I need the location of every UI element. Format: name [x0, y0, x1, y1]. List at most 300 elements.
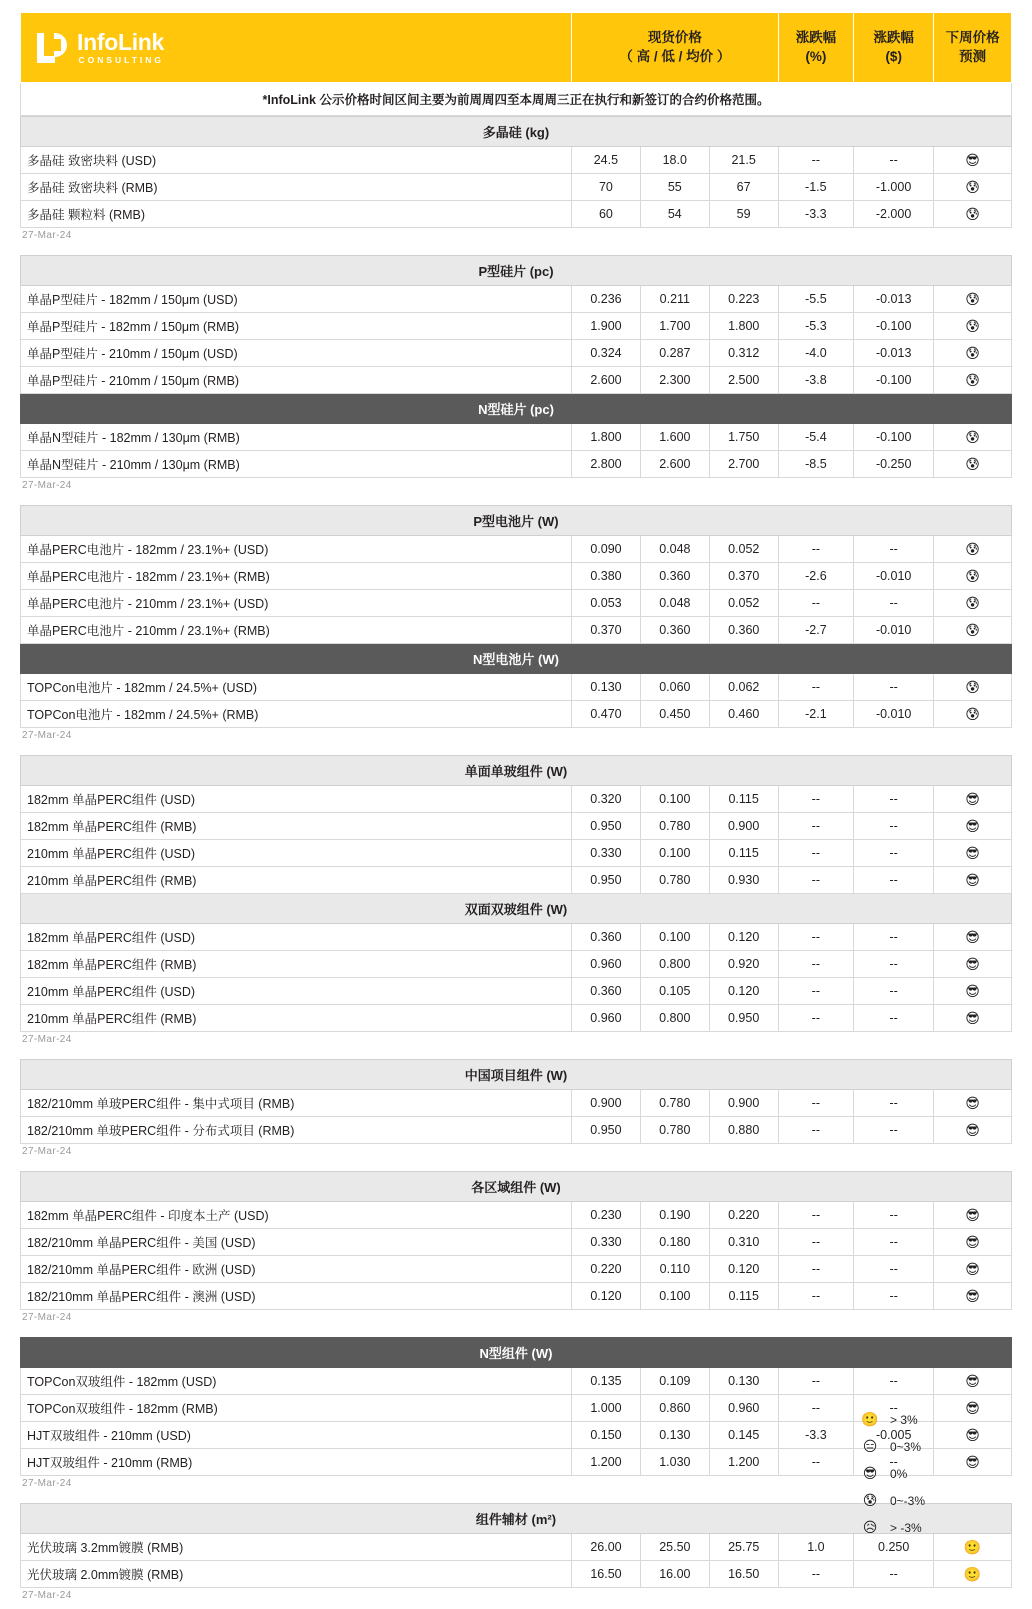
table-row — [21, 367, 1012, 394]
price-avg: 2.500 — [709, 367, 778, 394]
table-row — [21, 840, 1012, 867]
price-avg: 1.750 — [709, 424, 778, 451]
forecast-emoji-icon: 😰 — [934, 340, 1012, 367]
price-table — [20, 255, 1012, 478]
price-high: 1.200 — [572, 1449, 641, 1476]
change-absolute: -0.100 — [854, 313, 934, 340]
table-row — [21, 1283, 1012, 1310]
price-high: 1.900 — [572, 313, 641, 340]
date-stamp: 27-Mar-24 — [22, 1590, 72, 1601]
row-label: 单晶P型硅片 - 210mm / 150μm (RMB) — [21, 367, 572, 394]
forecast-emoji-icon: 😰 — [934, 451, 1012, 478]
price-avg: 0.960 — [709, 1395, 778, 1422]
section-header-row — [21, 894, 1012, 924]
price-low: 0.110 — [640, 1256, 709, 1283]
table-header-row — [21, 13, 1012, 83]
row-label: TOPCon电池片 - 182mm / 24.5%+ (RMB) — [21, 701, 572, 728]
change-absolute: -- — [854, 1395, 934, 1422]
price-avg: 0.460 — [709, 701, 778, 728]
price-high: 1.800 — [572, 424, 641, 451]
change-percent: -3.3 — [778, 1422, 854, 1449]
row-label: 182/210mm 单玻PERC组件 - 分布式项目 (RMB) — [21, 1117, 572, 1144]
change-absolute: -- — [854, 674, 934, 701]
price-low: 0.100 — [640, 924, 709, 951]
date-stamp: 27-Mar-24 — [22, 480, 72, 491]
price-low: 0.287 — [640, 340, 709, 367]
price-avg: 0.360 — [709, 617, 778, 644]
date-stamp: 27-Mar-24 — [22, 230, 72, 241]
legend-label: > -3% — [890, 1520, 922, 1535]
price-avg: 2.700 — [709, 451, 778, 478]
price-low: 0.100 — [640, 840, 709, 867]
price-high: 0.120 — [572, 1283, 641, 1310]
section-header-row — [21, 1172, 1012, 1202]
row-label: 单晶PERC电池片 - 182mm / 23.1%+ (USD) — [21, 536, 572, 563]
change-percent: -- — [778, 674, 854, 701]
price-low: 0.780 — [640, 1117, 709, 1144]
price-high: 0.220 — [572, 1256, 641, 1283]
price-high: 2.800 — [572, 451, 641, 478]
date-stamp: 27-Mar-24 — [22, 1146, 72, 1157]
forecast-emoji-icon: 😎 — [934, 1283, 1012, 1310]
table-row — [21, 286, 1012, 313]
date-stamp: 27-Mar-24 — [22, 1478, 72, 1489]
price-avg: 0.310 — [709, 1229, 778, 1256]
legend-item — [860, 1514, 1010, 1541]
section-header-row — [21, 756, 1012, 786]
price-low: 0.780 — [640, 867, 709, 894]
price-avg: 0.370 — [709, 563, 778, 590]
row-label: 210mm 单晶PERC组件 (USD) — [21, 840, 572, 867]
price-avg: 0.130 — [709, 1368, 778, 1395]
table-row — [21, 313, 1012, 340]
price-low: 0.780 — [640, 813, 709, 840]
header-change-percent — [778, 13, 854, 83]
table-row — [21, 1117, 1012, 1144]
change-percent: -- — [778, 924, 854, 951]
price-low: 0.060 — [640, 674, 709, 701]
price-low: 0.100 — [640, 786, 709, 813]
forecast-emoji-icon: 😎 — [934, 840, 1012, 867]
change-absolute: -- — [854, 147, 934, 174]
change-percent: -5.5 — [778, 286, 854, 313]
section-header-row — [21, 117, 1012, 147]
change-percent: 1.0 — [778, 1534, 854, 1561]
section-title: N型硅片 (pc) — [21, 394, 1012, 424]
price-avg: 59 — [709, 201, 778, 228]
table-row — [21, 451, 1012, 478]
change-percent: -4.0 — [778, 340, 854, 367]
section-title: 各区域组件 (W) — [21, 1172, 1012, 1202]
forecast-emoji-icon: 😎 — [934, 1449, 1012, 1476]
forecast-emoji-icon: 😎 — [934, 924, 1012, 951]
row-label: 多晶硅 致密块料 (RMB) — [21, 174, 572, 201]
price-table — [20, 505, 1012, 728]
table-row — [21, 1202, 1012, 1229]
forecast-emoji-icon: 😰 — [934, 536, 1012, 563]
row-label: HJT双玻组件 - 210mm (USD) — [21, 1422, 572, 1449]
price-low: 0.211 — [640, 286, 709, 313]
price-table — [20, 116, 1012, 228]
price-block — [20, 755, 1012, 1059]
row-label: 210mm 单晶PERC组件 (RMB) — [21, 867, 572, 894]
price-low: 55 — [640, 174, 709, 201]
header-change-percent-title: 涨跌幅 — [795, 30, 837, 46]
forecast-emoji-icon: 😎 — [934, 1256, 1012, 1283]
price-avg: 0.052 — [709, 590, 778, 617]
price-high: 0.130 — [572, 674, 641, 701]
forecast-emoji-icon: 😰 — [934, 201, 1012, 228]
table-row — [21, 590, 1012, 617]
row-label: 182/210mm 单晶PERC组件 - 欧洲 (USD) — [21, 1256, 572, 1283]
forecast-emoji-icon: 😰 — [934, 286, 1012, 313]
row-label: 光伏玻璃 3.2mm镀膜 (RMB) — [21, 1534, 572, 1561]
forecast-emoji-icon: 😎 — [934, 1202, 1012, 1229]
change-absolute: -0.005 — [854, 1422, 934, 1449]
section-header-row — [21, 256, 1012, 286]
legend-emoji-icon: 🙂 — [861, 1411, 879, 1427]
infolink-logo-icon — [35, 31, 69, 65]
legend — [860, 1406, 1010, 1541]
section-title: P型硅片 (pc) — [21, 256, 1012, 286]
legend-label: 0~3% — [890, 1439, 922, 1454]
brand-logo-cell — [21, 13, 572, 83]
legend-emoji-icon: 😎 — [862, 1465, 878, 1481]
price-low: 16.00 — [640, 1561, 709, 1588]
header-spot-price-sub: （ 高 / 低 / 均价 ） — [619, 48, 731, 64]
header-change-percent-sub: (%) — [805, 48, 827, 64]
change-absolute: -- — [854, 924, 934, 951]
price-avg: 0.312 — [709, 340, 778, 367]
change-percent: -- — [778, 536, 854, 563]
price-high: 0.090 — [572, 536, 641, 563]
change-percent: -5.4 — [778, 424, 854, 451]
section-header-row — [21, 1338, 1012, 1368]
price-high: 26.00 — [572, 1534, 641, 1561]
change-absolute: -1.000 — [854, 174, 934, 201]
section-title: 组件辅材 (m²) — [21, 1504, 1012, 1534]
change-absolute: -- — [854, 1229, 934, 1256]
price-high: 0.380 — [572, 563, 641, 590]
price-avg: 0.950 — [709, 1005, 778, 1032]
change-percent: -- — [778, 1202, 854, 1229]
change-percent: -- — [778, 590, 854, 617]
price-high: 1.000 — [572, 1395, 641, 1422]
price-table — [20, 1059, 1012, 1144]
price-high: 0.960 — [571, 951, 640, 978]
price-low: 1.700 — [640, 313, 709, 340]
price-avg: 0.880 — [709, 1117, 778, 1144]
forecast-emoji-icon: 😎 — [934, 1090, 1012, 1117]
change-absolute: -0.010 — [854, 617, 934, 644]
brand-name: InfoLink — [77, 29, 165, 56]
change-absolute: -- — [854, 1561, 934, 1588]
change-percent: -2.1 — [778, 701, 854, 728]
change-absolute: -- — [854, 1283, 934, 1310]
price-avg: 0.223 — [709, 286, 778, 313]
forecast-emoji-icon: 🙂 — [934, 1534, 1012, 1561]
price-high: 0.320 — [571, 786, 640, 813]
change-absolute: -- — [854, 978, 934, 1005]
price-table-header — [20, 12, 1012, 116]
price-high: 0.053 — [572, 590, 641, 617]
change-percent: -- — [778, 1229, 854, 1256]
row-label: 182mm 单晶PERC组件 (USD) — [21, 786, 572, 813]
change-absolute: -- — [854, 1202, 934, 1229]
table-row — [21, 701, 1012, 728]
forecast-emoji-icon: 😎 — [934, 1005, 1012, 1032]
header-forecast — [934, 13, 1012, 83]
section-header-row — [21, 506, 1012, 536]
change-percent: -3.8 — [778, 367, 854, 394]
price-avg: 1.200 — [709, 1449, 778, 1476]
forecast-emoji-icon: 😎 — [934, 813, 1012, 840]
price-avg: 25.75 — [709, 1534, 778, 1561]
table-row — [21, 1256, 1012, 1283]
change-percent: -- — [778, 1283, 854, 1310]
header-change-absolute-sub: ($) — [885, 48, 902, 64]
change-percent: -- — [778, 1368, 854, 1395]
price-avg: 0.120 — [709, 1256, 778, 1283]
date-stamp: 27-Mar-24 — [22, 1034, 72, 1045]
forecast-emoji-icon: 😎 — [934, 1117, 1012, 1144]
table-row — [21, 1229, 1012, 1256]
price-block — [20, 116, 1012, 255]
date-stamp: 27-Mar-24 — [22, 1312, 72, 1323]
price-low: 0.105 — [640, 978, 709, 1005]
change-percent: -3.3 — [778, 201, 854, 228]
price-avg: 0.900 — [709, 813, 778, 840]
price-high: 16.50 — [572, 1561, 641, 1588]
price-high: 70 — [571, 174, 640, 201]
forecast-emoji-icon: 😎 — [934, 1395, 1012, 1422]
price-low: 0.180 — [640, 1229, 709, 1256]
change-percent: -- — [778, 1561, 854, 1588]
row-label: 182mm 单晶PERC组件 (RMB) — [21, 813, 572, 840]
price-avg: 0.920 — [709, 951, 778, 978]
brand-subtitle: CONSULTING — [78, 54, 165, 65]
price-high: 2.600 — [572, 367, 641, 394]
price-low: 0.860 — [640, 1395, 709, 1422]
price-high: 0.900 — [571, 1090, 640, 1117]
row-label: 单晶P型硅片 - 182mm / 150μm (RMB) — [21, 313, 572, 340]
section-header-row — [21, 1060, 1012, 1090]
table-row — [21, 201, 1012, 228]
price-block — [20, 1059, 1012, 1171]
table-row — [21, 1005, 1012, 1032]
change-percent: -- — [778, 786, 854, 813]
price-avg: 21.5 — [709, 147, 778, 174]
change-absolute: -- — [854, 867, 934, 894]
price-avg: 0.145 — [709, 1422, 778, 1449]
forecast-emoji-icon: 😰 — [934, 424, 1012, 451]
forecast-emoji-icon: 😰 — [934, 367, 1012, 394]
forecast-emoji-icon: 😎 — [934, 951, 1012, 978]
table-row — [21, 424, 1012, 451]
price-low: 0.109 — [640, 1368, 709, 1395]
price-blocks — [20, 116, 1012, 1601]
price-block — [20, 1171, 1012, 1337]
header-spot-price — [572, 13, 779, 83]
change-absolute: -- — [854, 1256, 934, 1283]
row-label: 多晶硅 颗粒料 (RMB) — [21, 201, 572, 228]
section-title: 中国项目组件 (W) — [21, 1060, 1012, 1090]
price-avg: 67 — [709, 174, 778, 201]
row-label: TOPCon电池片 - 182mm / 24.5%+ (USD) — [21, 674, 572, 701]
row-label: 单晶PERC电池片 - 182mm / 23.1%+ (RMB) — [21, 563, 572, 590]
row-label: 单晶PERC电池片 - 210mm / 23.1%+ (USD) — [21, 590, 572, 617]
forecast-emoji-icon: 😰 — [934, 563, 1012, 590]
price-high: 0.330 — [571, 840, 640, 867]
price-low: 0.360 — [640, 617, 709, 644]
row-label: 182/210mm 单晶PERC组件 - 美国 (USD) — [21, 1229, 572, 1256]
change-percent: -- — [778, 951, 854, 978]
row-label: 单晶PERC电池片 - 210mm / 23.1%+ (RMB) — [21, 617, 572, 644]
forecast-emoji-icon: 😰 — [934, 701, 1012, 728]
legend-item — [860, 1460, 1010, 1487]
price-low: 0.450 — [640, 701, 709, 728]
table-row — [21, 147, 1012, 174]
row-label: HJT双玻组件 - 210mm (RMB) — [21, 1449, 572, 1476]
forecast-emoji-icon: 😰 — [934, 590, 1012, 617]
price-avg: 0.115 — [709, 786, 778, 813]
change-percent: -1.5 — [778, 174, 854, 201]
legend-emoji-icon: 😑 — [862, 1438, 878, 1454]
change-percent: -- — [778, 840, 854, 867]
price-low: 18.0 — [640, 147, 709, 174]
forecast-emoji-icon: 😎 — [934, 1229, 1012, 1256]
price-avg: 16.50 — [709, 1561, 778, 1588]
change-absolute: -- — [854, 536, 934, 563]
row-label: 182mm 单晶PERC组件 (RMB) — [21, 951, 572, 978]
change-percent: -- — [778, 978, 854, 1005]
table-row — [21, 536, 1012, 563]
table-row — [21, 786, 1012, 813]
section-title: P型电池片 (W) — [21, 506, 1012, 536]
section-title: N型组件 (W) — [21, 1338, 1012, 1368]
price-high: 0.360 — [571, 978, 640, 1005]
price-low: 2.600 — [640, 451, 709, 478]
price-avg: 1.800 — [709, 313, 778, 340]
forecast-emoji-icon: 😎 — [934, 867, 1012, 894]
change-absolute: -- — [854, 951, 934, 978]
header-change-absolute-title: 涨跌幅 — [873, 30, 914, 46]
price-low: 0.048 — [640, 590, 709, 617]
change-percent: -- — [778, 1090, 854, 1117]
price-low: 0.130 — [640, 1422, 709, 1449]
change-absolute: -- — [854, 1449, 934, 1476]
change-percent: -- — [778, 1117, 854, 1144]
change-percent: -8.5 — [778, 451, 854, 478]
table-row — [21, 813, 1012, 840]
price-table — [20, 1171, 1012, 1310]
legend-emoji-icon: 😥 — [862, 1519, 878, 1535]
price-high: 0.370 — [572, 617, 641, 644]
section-header-row — [21, 394, 1012, 424]
price-low: 1.600 — [640, 424, 709, 451]
price-high: 0.324 — [572, 340, 641, 367]
legend-label: > 3% — [890, 1412, 918, 1427]
change-absolute: -0.100 — [854, 367, 934, 394]
change-absolute: -0.010 — [854, 701, 934, 728]
change-absolute: -0.013 — [854, 340, 934, 367]
price-high: 0.360 — [571, 924, 640, 951]
section-header-row — [21, 644, 1012, 674]
section-title: 多晶硅 (kg) — [21, 117, 1012, 147]
change-percent: -- — [778, 867, 854, 894]
legend-label: 0% — [890, 1466, 908, 1481]
row-label: TOPCon双玻组件 - 182mm (USD) — [21, 1368, 572, 1395]
forecast-emoji-icon: 😎 — [934, 786, 1012, 813]
price-low: 0.780 — [640, 1090, 709, 1117]
row-label: 182mm 单晶PERC组件 (USD) — [21, 924, 572, 951]
change-absolute: -- — [854, 840, 934, 867]
price-low: 54 — [640, 201, 709, 228]
table-row — [21, 340, 1012, 367]
row-label: 单晶P型硅片 - 182mm / 150μm (USD) — [21, 286, 572, 313]
change-percent: -- — [778, 1449, 854, 1476]
row-label: 182/210mm 单晶PERC组件 - 澳洲 (USD) — [21, 1283, 572, 1310]
forecast-emoji-icon: 😎 — [934, 147, 1012, 174]
price-high: 0.330 — [572, 1229, 641, 1256]
price-avg: 0.052 — [709, 536, 778, 563]
price-high: 24.5 — [571, 147, 640, 174]
price-high: 0.150 — [572, 1422, 641, 1449]
change-percent: -- — [778, 813, 854, 840]
change-absolute: -2.000 — [854, 201, 934, 228]
forecast-emoji-icon: 😎 — [934, 1422, 1012, 1449]
table-row — [21, 951, 1012, 978]
header-spot-price-title: 现货价格 — [647, 30, 702, 46]
row-label: 单晶N型硅片 - 182mm / 130μm (RMB) — [21, 424, 572, 451]
table-row — [21, 924, 1012, 951]
price-avg: 0.062 — [709, 674, 778, 701]
change-percent: -5.3 — [778, 313, 854, 340]
price-high: 0.950 — [571, 1117, 640, 1144]
price-avg: 0.220 — [709, 1202, 778, 1229]
row-label: 单晶P型硅片 - 210mm / 150μm (USD) — [21, 340, 572, 367]
price-high: 0.960 — [571, 1005, 640, 1032]
row-label: TOPCon双玻组件 - 182mm (RMB) — [21, 1395, 572, 1422]
change-absolute: 0.250 — [854, 1534, 934, 1561]
change-percent: -- — [778, 1395, 854, 1422]
row-label: 182mm 单晶PERC组件 - 印度本土产 (USD) — [21, 1202, 572, 1229]
change-percent: -- — [778, 147, 854, 174]
price-high: 0.236 — [572, 286, 641, 313]
price-low: 0.800 — [640, 1005, 709, 1032]
date-stamp: 27-Mar-24 — [22, 730, 72, 741]
price-high: 0.470 — [572, 701, 641, 728]
row-label: 多晶硅 致密块料 (USD) — [21, 147, 572, 174]
change-percent: -- — [778, 1256, 854, 1283]
row-label: 光伏玻璃 2.0mm镀膜 (RMB) — [21, 1561, 572, 1588]
table-row — [21, 978, 1012, 1005]
section-title: 双面双玻组件 (W) — [21, 894, 1012, 924]
price-avg: 0.900 — [709, 1090, 778, 1117]
forecast-emoji-icon: 😰 — [934, 174, 1012, 201]
change-absolute: -- — [854, 1368, 934, 1395]
change-absolute: -- — [854, 1005, 934, 1032]
price-high: 0.135 — [572, 1368, 641, 1395]
section-title: N型电池片 (W) — [21, 644, 1012, 674]
row-label: 182/210mm 单玻PERC组件 - 集中式项目 (RMB) — [21, 1090, 572, 1117]
forecast-emoji-icon: 😰 — [934, 674, 1012, 701]
notice-row — [21, 83, 1012, 116]
change-absolute: -0.250 — [854, 451, 934, 478]
price-high: 60 — [571, 201, 640, 228]
change-absolute: -- — [854, 1117, 934, 1144]
forecast-emoji-icon: 😎 — [934, 978, 1012, 1005]
